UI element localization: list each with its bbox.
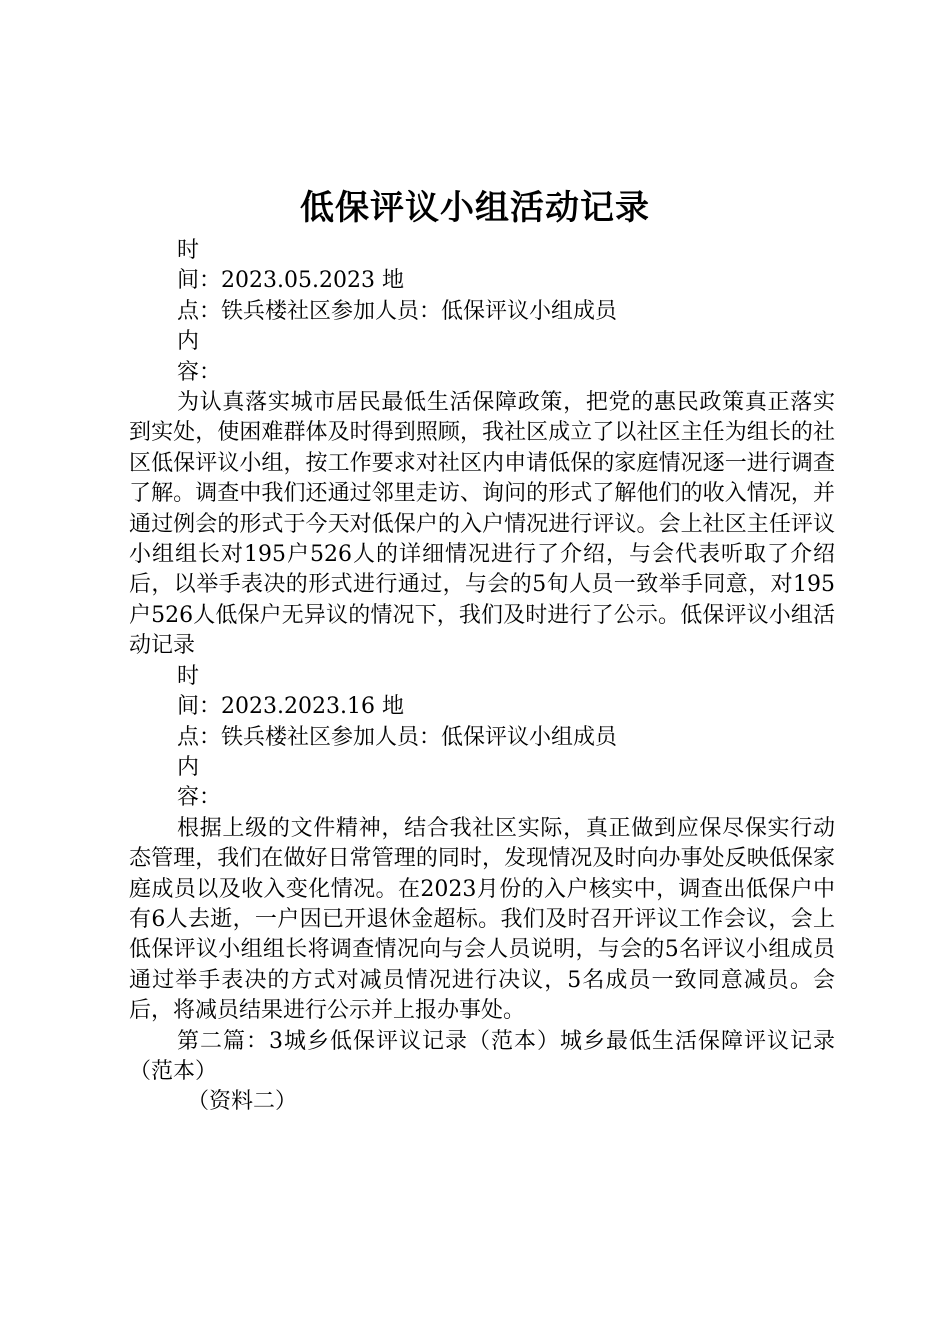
document-title: 低保评议小组活动记录 bbox=[300, 188, 650, 228]
record1-content-value: 容： bbox=[177, 359, 222, 385]
material-label: （资料二） bbox=[187, 1089, 298, 1115]
record1-place-value: 点：铁兵楼社区参加人员：低保评议小组成员 bbox=[177, 298, 618, 324]
document-body bbox=[129, 236, 835, 1118]
section-heading: 第二篇：3城乡低保评议记录（范本）城乡最低生活保障评议记录（范本） bbox=[129, 1028, 835, 1084]
record2-time-label: 时 bbox=[177, 663, 200, 689]
record2-place-value: 点：铁兵楼社区参加人员：低保评议小组成员 bbox=[177, 724, 618, 750]
record1-paragraph: 为认真落实城市居民最低生活保障政策，把党的惠民政策真正落实到实处，使困难群体及时得到照顾，我社区成立了以社区主任为组长的社区低保评议小组，按工作要求对社区内申请低保的家庭情况逐一进行调查了解。调查中我们还通过邻里走访、询问的形式了解他们的收入情况，并通过例会的形式于今天对低保户的入户情况进行评议。会上社区主任评议小组组长对195户526人的详细情况进行了介绍，与会代表听取了介绍后，以举手表决的形式进行通过，与会的5旬人员一致举手同意，对195户526人低保户无异议的情况下，我们及时进行了公示。低保评议小组活动记录 bbox=[129, 390, 835, 659]
record2-paragraph: 根据上级的文件精神，结合我社区实际，真正做到应保尽保实行动态管理，我们在做好日常管理的同时，发现情况及时向办事处反映低保家庭成员以及收入变化情况。在2023月份的入户核实中，调查出低保户中有6人去逝，一户因已开退休金超标。我们及时召开评议工作会议，会上低保评议小组组长将调查情况向与会人员说明，与会的5名评议小组成员通过举手表决的方式对减员情况进行决议，5名成员一致同意减员。会后，将减员结果进行公示并上报办事处。 bbox=[129, 815, 835, 1024]
record2-content-label: 内 bbox=[177, 754, 200, 780]
record1-time-value: 间：2023.05.2023 地 bbox=[177, 268, 404, 294]
record2-time-value: 间：2023.2023.16 地 bbox=[177, 694, 404, 720]
record1-content-label: 内 bbox=[177, 329, 200, 355]
record2-content-value: 容： bbox=[177, 785, 222, 811]
record1-time-label: 时 bbox=[177, 238, 200, 263]
